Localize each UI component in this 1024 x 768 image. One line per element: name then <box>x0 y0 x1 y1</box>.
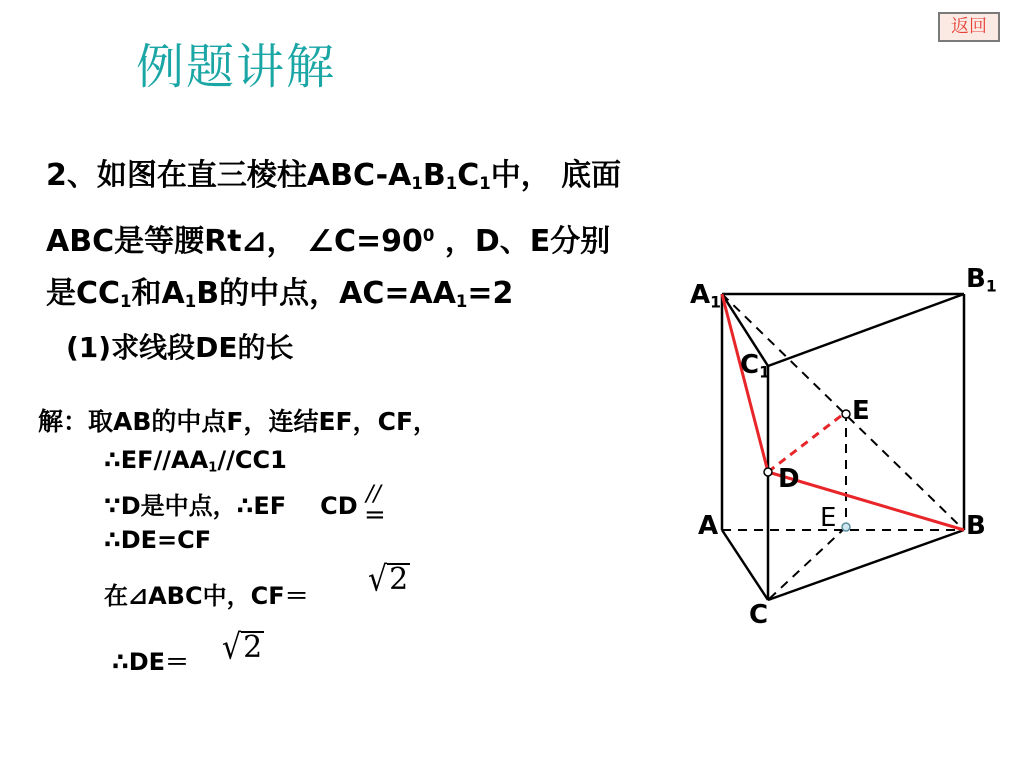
label-c1: $C_1$ <box>740 350 770 382</box>
sqrt-2-de: √2 <box>222 627 263 668</box>
label-e: E <box>852 396 870 426</box>
solution-step-6: ∴DE＝ <box>112 648 190 676</box>
label-b: B <box>966 511 986 541</box>
label-c: C <box>749 600 769 630</box>
line-de-dashed <box>768 412 846 472</box>
problem-line-2: ABC是等腰Rt⊿， $\angle C=90^0$ ，D、E分别 <box>46 224 611 260</box>
edge-ac <box>722 530 768 600</box>
solution-step-4: ∴DE=CF <box>104 526 212 554</box>
page-title: 例题讲解 <box>136 39 337 95</box>
dashed-edges <box>722 294 964 600</box>
label-a: A <box>698 511 719 541</box>
sqrt-2-cf: √2 <box>368 559 409 600</box>
edge-c1b1 <box>768 294 964 366</box>
point-f <box>842 523 850 531</box>
solution-step-1: 解：取AB的中点F，连结EF，CF， <box>38 407 439 436</box>
line-a1d <box>722 294 768 472</box>
solid-edges <box>722 294 964 600</box>
solution-step-5: 在⊿ABC中，CF＝ <box>104 582 309 610</box>
problem-line-1: 2、如图在直三棱柱ABC-$A_1B_1C_1$中， 底面 <box>46 158 622 194</box>
label-b1: $B_1$ <box>966 264 997 296</box>
point-d <box>764 468 772 476</box>
parallel-equal-symbol: // = <box>364 482 386 530</box>
question-1: (1)求线段DE的长 <box>66 331 294 364</box>
edge-cf-hidden <box>768 527 846 600</box>
solution-step-3: ∵D是中点，∴EF CD <box>104 492 358 520</box>
label-d: D <box>778 464 800 494</box>
problem-line-3: 是$CC_1$和$A_1B$的中点，$AC=AA_1=2$ <box>46 276 514 312</box>
edge-cb <box>768 530 964 600</box>
back-button[interactable]: 返回 <box>938 12 1000 42</box>
solution-step-2: $\therefore EF//AA_1//CC1$ <box>104 446 287 476</box>
label-f: E <box>820 503 837 533</box>
label-a1: $A_1$ <box>690 280 721 312</box>
point-e <box>842 410 850 418</box>
